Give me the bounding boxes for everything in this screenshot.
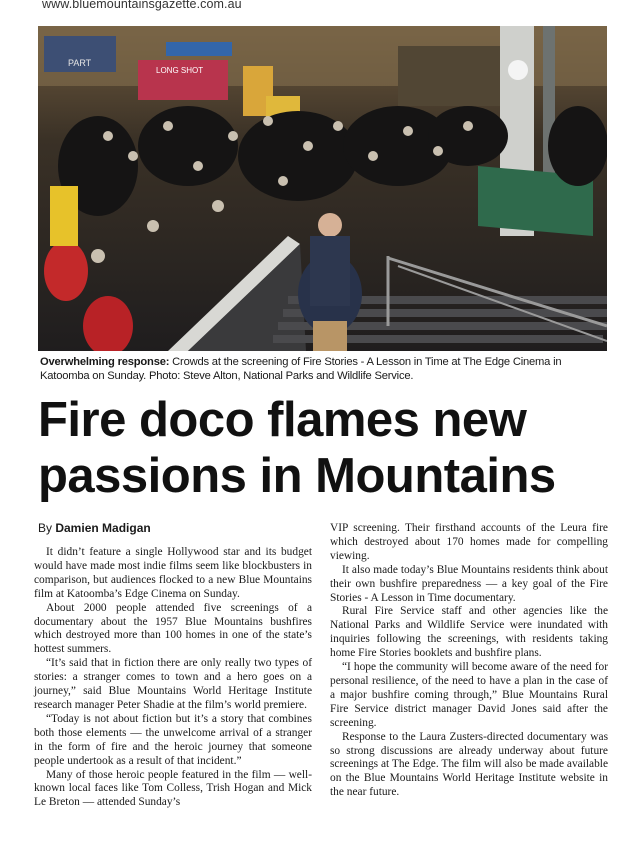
paragraph: Rural Fire Service staff and other agencies like the National Parks and Wildlife Service were inundated with inquiries following the screenings, with residents taking home Fire Stories booklets and bushfire plans.: [330, 605, 608, 660]
photo-crowd-cinema-foyer: [38, 26, 607, 351]
paragraph: “I hope the community will become aware of the need for personal resilience, of the need to have a plan in the case of a major bushfire coming through,” Blue Mountains Rural Fire Service district manager David Jones said after the screening.: [330, 661, 608, 729]
article-column-2: [330, 522, 608, 800]
article-column-1: [34, 546, 312, 810]
byline-author: Damien Madigan: [55, 521, 151, 535]
paragraph: “Today is not about fiction but it’s a story that combines both those elements — the unwelcome arrival of a stranger in the form of fire and the heroic journey that someone people undertook as a result of that incident.”: [34, 712, 312, 767]
caption-text: Crowds at the screening of Fire Stories - A Lesson in Time at The Edge Cinema in Katoomba on Sunday. Photo: Steve Alton, National Parks and Wildlife Service.: [40, 356, 562, 382]
poster-part-text: PART: [68, 58, 92, 68]
paragraph: About 2000 people attended five screenings of a documentary about the 1957 Blue Mountains bushfires which destroyed more than 100 homes in one of the state’s hottest summers.: [34, 601, 312, 656]
headline-line-1: Fire doco flames new: [38, 393, 527, 447]
byline: [38, 521, 151, 535]
headline-line-2: passions in Mountains: [38, 449, 556, 503]
paragraph: Response to the Laura Zusters-directed documentary was so strong discussions are already underway about future screenings at The Edge. The film will also be made available on the Blue Mountains World Heritage Institute website in the near future.: [330, 730, 608, 799]
paragraph: “It’s said that in fiction there are only really two types of stories: a stranger comes to town and a hero goes on a journey,” said Blue Mountains World Heritage Institute research manager Peter Shadie at the film’s world premiere.: [34, 657, 312, 711]
paragraph-continuation: VIP screening. Their firsthand accounts of the Leura fire which destroyed about 170 homes made for compelling viewing.: [330, 522, 608, 562]
paragraph: It also made today’s Blue Mountains residents think about their own bushfire preparedness — a key goal of the Fire Stories - A Lesson in Time documentary.: [330, 563, 608, 604]
paragraph: Many of those heroic people featured in the film — well-known local faces like Tom Colless, Trish Hogan and Mick Le Breton — attended Sunday’s: [34, 768, 312, 809]
headline: [38, 392, 613, 504]
caption-lead: Overwhelming response:: [40, 356, 170, 368]
paragraph: It didn’t feature a single Hollywood star and its budget would have made most indie films seem like blockbusters in comparison, but audiences flocked to a new Blue Mountains film at Katoomba’s Edge Cinema on Sunday.: [34, 546, 312, 600]
photo-caption: [40, 355, 610, 383]
sign-long-shot-text: LONG SHOT: [156, 66, 204, 75]
masthead-url: www.bluemountainsgazette.com.au: [42, 0, 242, 11]
byline-prefix: By: [38, 521, 56, 535]
